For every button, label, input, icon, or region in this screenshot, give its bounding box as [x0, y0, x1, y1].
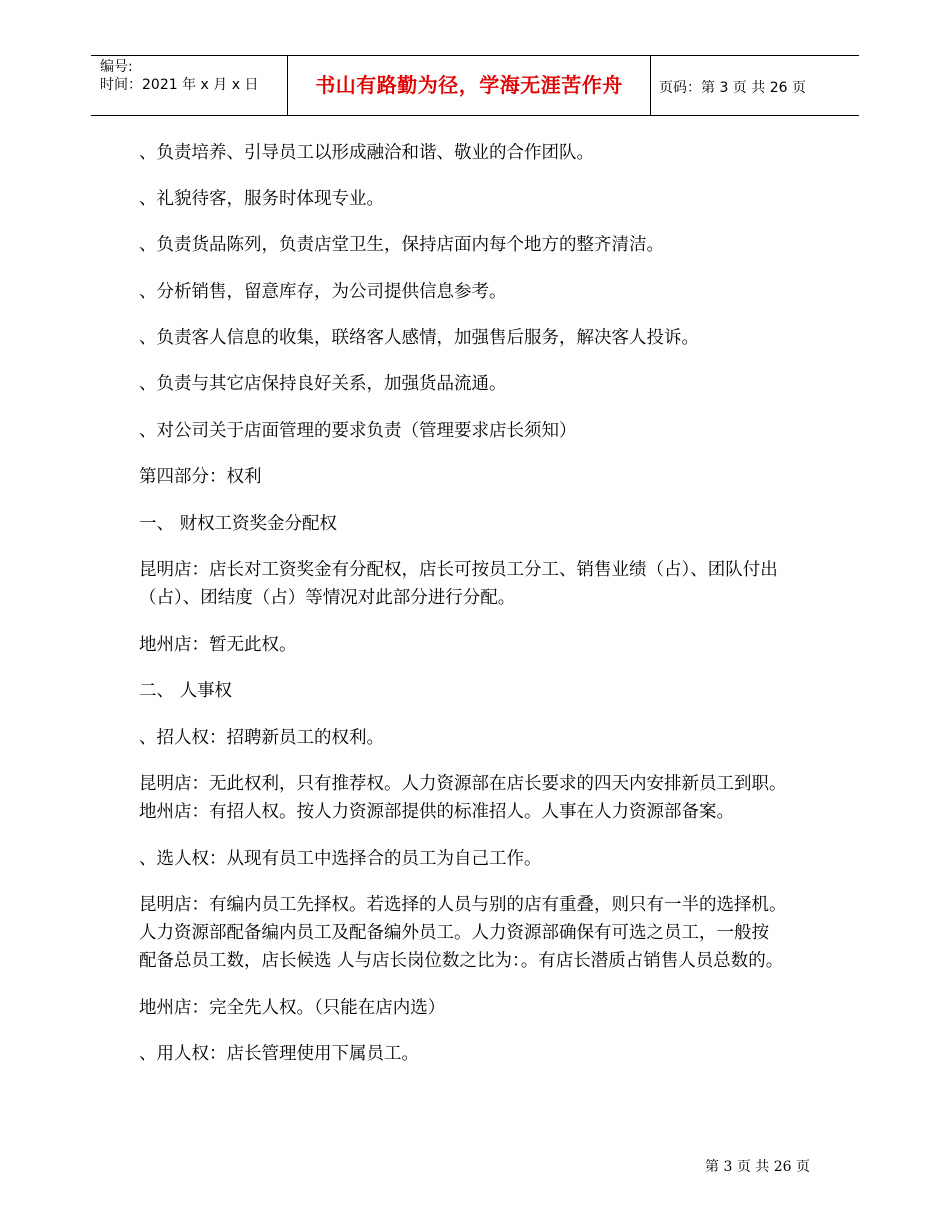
paragraph-continuation: 人力资源部配备编内员工及配备编外员工。人力资源部确保有可选之员工，一般按	[139, 923, 769, 943]
paragraph: 、负责培养、引导员工以形成融洽和谐、敬业的合作团队。	[139, 143, 594, 163]
subsection-heading: 一、 财权工资奖金分配权	[139, 514, 338, 534]
paragraph: 、分析销售，留意库存，为公司提供信息参考。	[139, 282, 507, 302]
paragraph: 、对公司关于店面管理的要求负责（管理要求店长须知）	[139, 421, 577, 441]
header-page-info: 页码：第 3 页 共 26 页	[659, 80, 806, 96]
section-heading: 第四部分：权利	[139, 467, 262, 487]
paragraph: 地州店：有招人权。按人力资源部提供的标准招人。人事在人力资源部备案。	[139, 802, 734, 822]
paragraph-continuation: 配备总员工数，店长候选 人与店长岗位数之比为：。有店长潜质占销售人员总数的。	[139, 951, 784, 971]
paragraph: 昆明店：无此权利，只有推荐权。人力资源部在店长要求的四天内安排新员工到职。	[139, 774, 787, 794]
subsection-heading: 二、 人事权	[139, 681, 233, 701]
paragraph: 、招人权：招聘新员工的权利。	[139, 728, 384, 748]
paragraph: 、负责与其它店保持良好关系，加强货品流通。	[139, 374, 507, 394]
paragraph: 、负责货品陈列，负责店堂卫生，保持店面内每个地方的整齐清洁。	[139, 235, 664, 255]
paragraph: 昆明店：店长对工资奖金有分配权，店长可按员工分工、销售业绩（占）、团队付出	[139, 560, 778, 580]
header-motto-cell	[288, 56, 651, 115]
paragraph: 、礼貌待客，服务时体现专业。	[139, 189, 384, 209]
paragraph: 昆明店：有编内员工先择权。若选择的人员与别的店有重叠，则只有一半的选择机。	[139, 895, 787, 915]
paragraph: 、负责客人信息的收集，联络客人感情，加强售后服务，解决客人投诉。	[139, 328, 699, 348]
page-footer: 第 3 页 共 26 页	[705, 1159, 810, 1175]
paragraph: 地州店：完全先人权。（只能在店内选）	[139, 998, 446, 1018]
paragraph-continuation: （占）、团结度（占）等情况对此部分进行分配。	[139, 588, 516, 608]
time-label: 时间：2021 年 x 月 x 日	[100, 77, 259, 93]
header-page-cell	[651, 56, 859, 115]
header-meta-cell	[91, 56, 288, 115]
paragraph: 、选人权：从现有员工中选择合的员工为自己工作。	[139, 849, 542, 869]
paragraph: 、用人权：店长管理使用下属员工。	[139, 1044, 419, 1064]
code-label: 编号:	[100, 59, 133, 75]
page-header	[91, 55, 859, 116]
paragraph: 地州店：暂无此权。	[139, 635, 297, 655]
motto: 书山有路勤为径，学海无涯苦作舟	[315, 73, 623, 97]
